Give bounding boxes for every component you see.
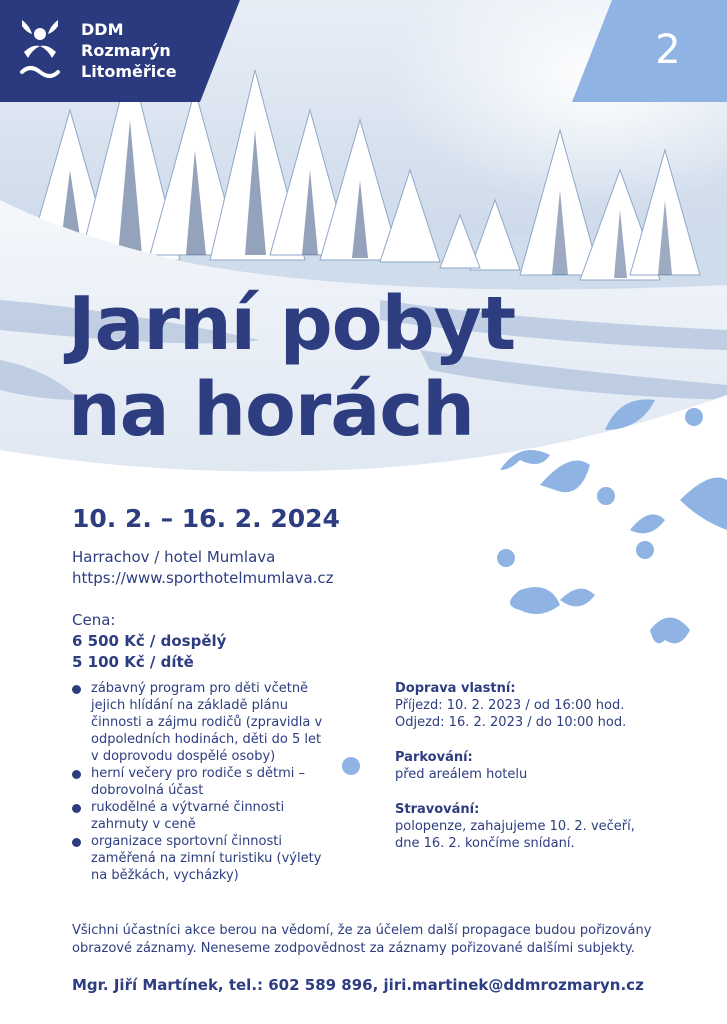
transport-departure: Odjezd: 16. 2. 2023 / do 10:00 hod. [395, 715, 627, 730]
price-adult: 6 500 Kč / dospělý [72, 632, 227, 650]
venue-block [72, 547, 334, 589]
meals-line-2: dne 16. 2. končíme snídaní. [395, 836, 575, 851]
logo-line-2: Rozmarýn [81, 41, 171, 60]
price-block [72, 610, 226, 673]
bullet-dot-icon [72, 804, 81, 813]
list-item [72, 833, 332, 884]
list-item [72, 799, 332, 833]
venue-url-link[interactable]: https://www.sporthotelmumlava.cz [72, 569, 334, 587]
bullet-dot-icon [72, 770, 81, 779]
disclaimer [72, 922, 692, 958]
bullet-dot-icon [72, 685, 81, 694]
parking-heading: Parkování: [395, 750, 473, 765]
number-badge: 2 [655, 27, 681, 73]
list-item-text: herní večery pro rodiče s dětmi – dobrovolná účast [91, 766, 306, 798]
meals-heading: Stravování: [395, 802, 480, 817]
title-line-2: na horách [68, 367, 474, 453]
meals-line-1: polopenze, zahajujeme 10. 2. večeří, [395, 819, 635, 834]
transport-block [395, 680, 695, 731]
title-line-1: Jarní pobyt [68, 281, 516, 367]
list-item [72, 765, 332, 799]
meals-block [395, 801, 695, 852]
list-item-text: organizace sportovní činnosti zaměřená na zimní turistiku (výlety na běžkách, vycházky) [91, 834, 322, 883]
logo-line-3: Litoměřice [81, 62, 177, 81]
disclaimer-line-2: obrazové záznamy. Neneseme zodpovědnost za záznamy pořizované dalšími subjekty. [72, 941, 635, 956]
list-item-text: zábavný program pro děti včetně jejich hlídání na základě plánu činnosti a zájmu rodičů (zpravidla v odpoledních hodinách, děti do 5 let v doprovodu dospělé osoby) [91, 681, 323, 764]
parking-block [395, 749, 695, 783]
venue-place: Harrachov / hotel Mumlava [72, 548, 276, 566]
event-date: 10. 2. – 16. 2. 2024 [72, 504, 340, 533]
parking-text: před areálem hotelu [395, 767, 528, 782]
list-item-text: rukodělné a výtvarné činnosti zahrnuty v ceně [91, 800, 285, 832]
info-column [395, 680, 695, 870]
logo-line-1: DDM [81, 20, 124, 39]
price-child: 5 100 Kč / dítě [72, 653, 194, 671]
bullet-dot-icon [72, 838, 81, 847]
number-badge-shape [0, 0, 727, 110]
contact-line[interactable]: Mgr. Jiří Martínek, tel.: 602 589 896, jiri.martinek@ddmrozmaryn.cz [72, 976, 644, 994]
decorative-dot [340, 755, 364, 779]
disclaimer-line-1: Všichni účastníci akce berou na vědomí, že za účelem další propagace budou pořizovány [72, 923, 652, 938]
page-title [68, 281, 515, 453]
price-label: Cena: [72, 611, 116, 629]
transport-heading: Doprava vlastní: [395, 681, 516, 696]
list-item [72, 680, 332, 765]
program-list [72, 680, 332, 884]
transport-arrival: Příjezd: 10. 2. 2023 / od 16:00 hod. [395, 698, 625, 713]
